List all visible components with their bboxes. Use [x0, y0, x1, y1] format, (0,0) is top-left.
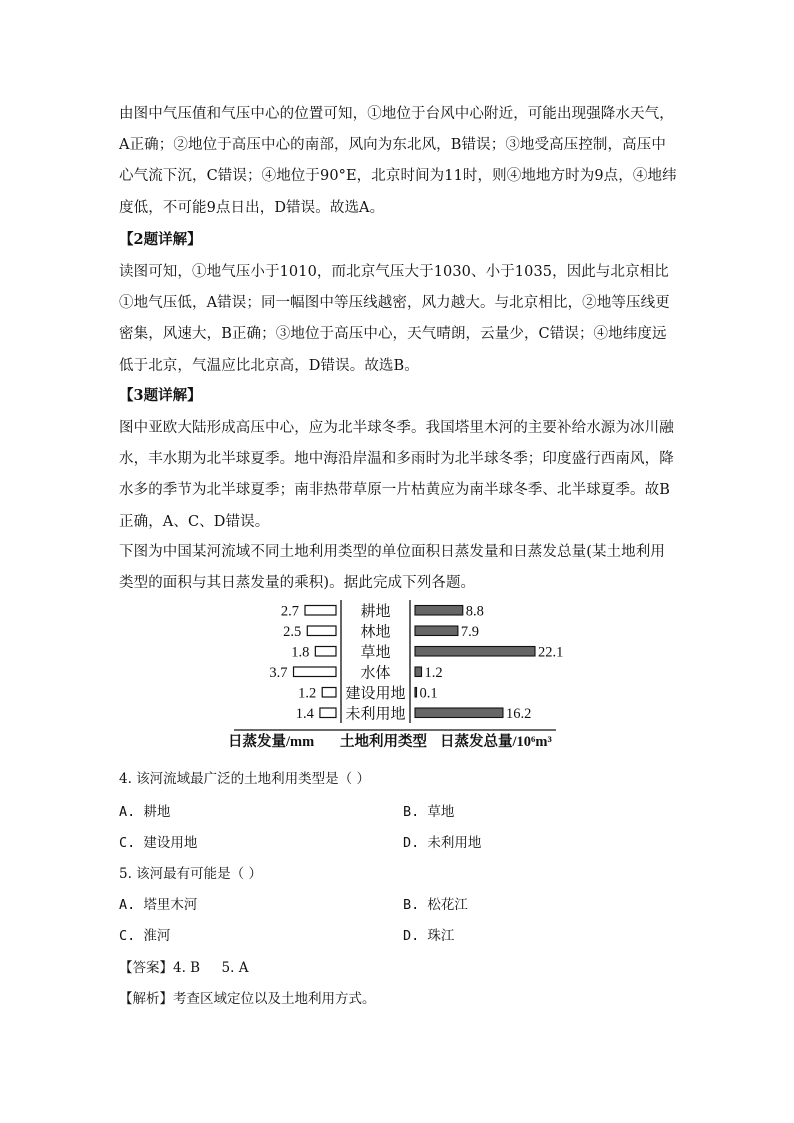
question-4-stem: 4. 该河流域最广泛的土地利用类型是（ ） [119, 771, 370, 787]
category-0-total-value: 8.8 [465, 603, 484, 620]
category-5-evaporation-bar [320, 708, 336, 718]
category-4-evaporation-value: 1.2 [298, 685, 317, 702]
category-3-evaporation-value: 3.7 [269, 664, 288, 681]
category-5-total-bar [415, 708, 503, 718]
evaporation-chart [228, 596, 568, 756]
q5-option-c: C. 淮河 [119, 928, 171, 944]
q5-option-a: A. 塔里木河 [119, 897, 198, 913]
category-0-evaporation-value: 2.7 [280, 603, 299, 620]
category-4-total-bar [415, 688, 417, 698]
category-3-total-bar [415, 667, 422, 677]
evaporation-chart-svg [228, 596, 568, 756]
q5-option-d: D. 珠江 [403, 928, 455, 944]
q4-option-a: A. 耕地 [119, 804, 171, 820]
q4-option-c: C. 建设用地 [119, 835, 198, 851]
heading-q3-detail: 【3题详解】 [119, 387, 202, 404]
q4-option-d: D. 未利用地 [403, 835, 482, 851]
category-4-evaporation-bar [322, 688, 336, 698]
category-2-total-bar [415, 647, 535, 657]
left-axis-label: 日蒸发量/mm [228, 734, 315, 750]
paragraph-2-explanation: 读图可知，①地气压小于1010，而北京气压大于1030、小于1035，因此与北京相比①地气压低，A错误；同一幅图中等压线越密，风力越大。与北京相比，②地等压线更密集，风速大，B正确；③地位于高压中心，天气晴朗，云量少，C错误；④地纬度远低于北京，气温应比北京高，D错误。故选B。 [119, 264, 670, 374]
category-2-evaporation-value: 1.8 [291, 644, 310, 661]
category-0-label: 耕地 [360, 603, 391, 620]
category-2-evaporation-bar [315, 647, 336, 657]
category-2-total-value: 22.1 [538, 644, 564, 661]
paragraph-3-explanation: 图中亚欧大陆形成高压中心，应为北半球冬季。我国塔里木河的主要补给水源为冰川融水，丰水期为北半球夏季。地中海沿岸温和多雨时为北半球冬季；印度盛行西南风，降水多的季节为北半球夏季；南非热带草原一片枯黄应为南半球冬季、北半球夏季。故B正确，A、C、D错误。 [119, 420, 674, 530]
category-3-evaporation-bar [294, 667, 336, 677]
right-axis-label: 日蒸发总量/10⁶m³ [440, 734, 552, 750]
category-4-total-value: 0.1 [419, 685, 438, 702]
q4-option-b: B. 草地 [403, 804, 455, 820]
category-1-total-bar [415, 626, 458, 636]
category-5-total-value: 16.2 [505, 705, 532, 722]
category-0-evaporation-bar [305, 606, 336, 616]
paragraph-chart-intro: 下图为中国某河流域不同土地利用类型的单位面积日蒸发量和日蒸发总量(某土地利用类型的面积与其日蒸发量的乘积)。据此完成下列各题。 [119, 544, 665, 592]
category-5-evaporation-value: 1.4 [295, 705, 314, 722]
category-1-evaporation-bar [307, 626, 336, 636]
category-4-label: 建设用地 [345, 685, 406, 702]
category-2-label: 草地 [360, 644, 391, 661]
answer-line: 【答案】4. B 5. A [119, 960, 249, 976]
q5-option-b: B. 松花江 [403, 897, 468, 913]
analysis-line: 【解析】考查区域定位以及土地利用方式。 [119, 991, 376, 1007]
category-1-total-value: 7.9 [460, 623, 480, 640]
category-1-label: 林地 [360, 624, 391, 641]
category-5-label: 未利用地 [345, 706, 406, 723]
category-3-label: 水体 [360, 665, 391, 682]
heading-q2-detail: 【2题详解】 [119, 231, 202, 248]
paragraph-1-explanation: 由图中气压值和气压中心的位置可知，①地位于台风中心附近，可能出现强降水天气，A正确；②地位于高压中心的南部，风向为东北风，B错误；③地受高压控制，高压中心气流下沉，C错误；④地位于90°E，北京时间为11时，则④地地方时为9点，④地纬度低，不可能9点日出，D错误。故选A。 [119, 106, 677, 216]
category-1-evaporation-value: 2.5 [283, 623, 302, 640]
question-5-stem: 5. 该河最有可能是（ ） [119, 866, 262, 882]
category-0-total-bar [415, 606, 463, 616]
category-3-total-value: 1.2 [424, 664, 443, 681]
center-axis-label: 土地利用类型 [340, 734, 427, 750]
